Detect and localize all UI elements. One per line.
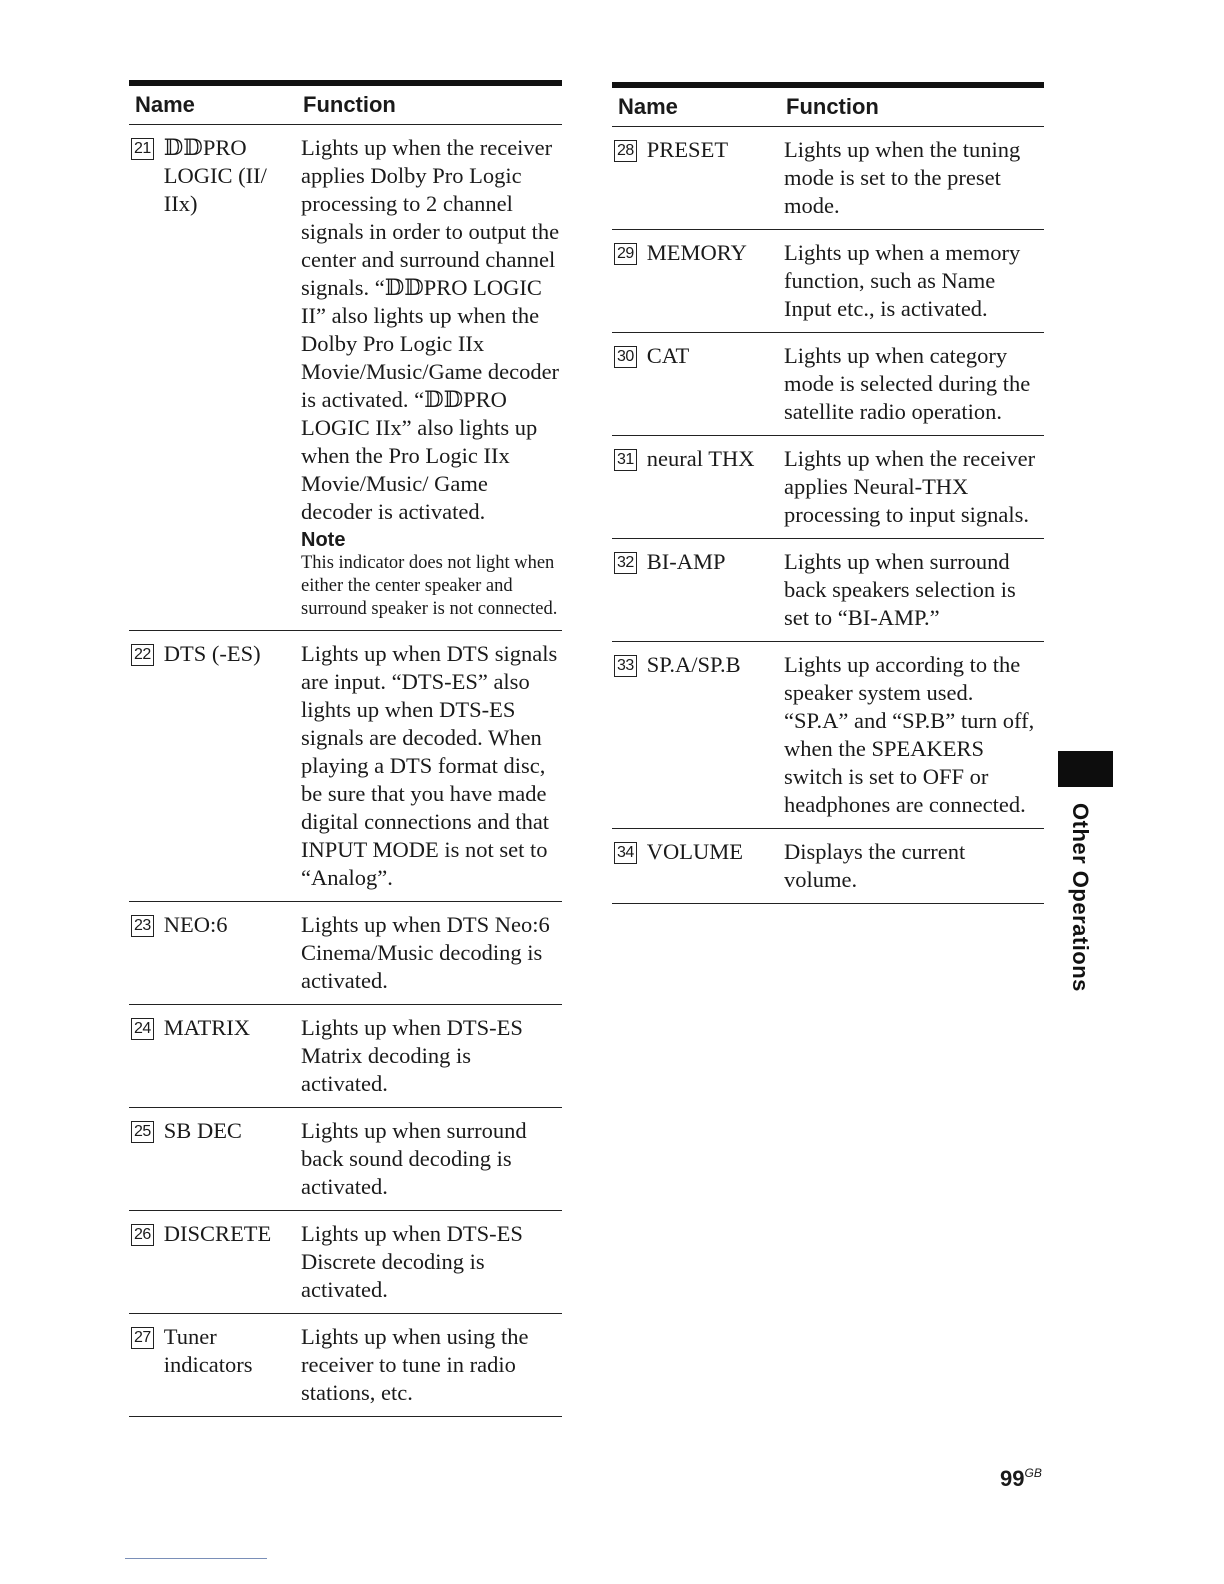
item-number: 32: [614, 552, 637, 574]
item-name: VOLUME: [646, 839, 744, 864]
function-cell: Lights up when the receiver applies Neural-THX processing to input signals.: [780, 436, 1044, 539]
function-text: Lights up when the receiver applies Dolby Pro Logic processing to 2 channel signals in order to output the center and surround channel signals. “𝔻𝔻PRO LOGIC II” also lights up when the Dolby Pro Logic IIx Movie/Music/Game decoder is activated. “𝔻𝔻PRO LOGIC IIx” also lights up when the Pro Logic IIx Movie/Music/ Game decoder is activated.: [301, 135, 560, 524]
function-cell: [297, 125, 562, 631]
name-cell: [129, 125, 297, 631]
indicator-table-right: [612, 82, 1044, 904]
column-header-name: Name: [129, 83, 297, 125]
item-name: BI-AMP: [646, 549, 726, 574]
name-cell: [612, 230, 780, 333]
table-row: [612, 333, 1044, 436]
function-cell: Lights up when DTS Neo:6 Cinema/Music decoding is activated.: [297, 902, 562, 1005]
table-row: [129, 1211, 562, 1314]
column-header-function: Function: [780, 85, 1044, 127]
bottom-rule: [125, 1558, 267, 1559]
name-cell: [612, 539, 780, 642]
function-cell: Lights up when surround back speakers selection is set to “BI-AMP.”: [780, 539, 1044, 642]
page-number: [1000, 1466, 1042, 1492]
item-number: 25: [131, 1121, 154, 1143]
name-cell: [612, 333, 780, 436]
item-number: 30: [614, 346, 637, 368]
item-name: 𝔻𝔻PRO LOGIC (II/ IIx): [163, 135, 267, 216]
item-number: 26: [131, 1224, 154, 1246]
item-name: MATRIX: [163, 1015, 251, 1040]
table-row: [612, 230, 1044, 333]
table-row: [129, 125, 562, 631]
section-label: Other Operations: [1068, 803, 1093, 992]
name-cell: [129, 1108, 297, 1211]
item-number: 22: [131, 644, 154, 666]
function-cell: Lights up when DTS-ES Discrete decoding is activated.: [297, 1211, 562, 1314]
function-cell: Lights up when DTS-ES Matrix decoding is activated.: [297, 1005, 562, 1108]
name-cell: [612, 436, 780, 539]
name-cell: [129, 902, 297, 1005]
item-name: DISCRETE: [163, 1221, 272, 1246]
item-name: Tuner indicators: [163, 1324, 253, 1377]
item-number: 21: [131, 138, 154, 160]
page-number-suffix: GB: [1024, 1466, 1042, 1480]
item-name: DTS (-ES): [163, 641, 261, 666]
table-row: [129, 631, 562, 902]
table-row: [129, 1005, 562, 1108]
item-name: MEMORY: [646, 240, 747, 265]
item-name: neural THX: [646, 446, 755, 471]
function-cell: Displays the current volume.: [780, 829, 1044, 904]
name-cell: [129, 631, 297, 902]
table-row: [612, 436, 1044, 539]
table-row: [612, 829, 1044, 904]
table-header-row: [612, 85, 1044, 127]
item-name: NEO:6: [163, 912, 228, 937]
table-row: [612, 642, 1044, 829]
item-number: 23: [131, 915, 154, 937]
item-name: SP.A/SP.B: [646, 652, 741, 677]
function-cell: Lights up when category mode is selected during the satellite radio operation.: [780, 333, 1044, 436]
item-name: SB DEC: [163, 1118, 242, 1143]
name-cell: [129, 1314, 297, 1417]
item-name: CAT: [646, 343, 690, 368]
function-cell: Lights up when using the receiver to tune in radio stations, etc.: [297, 1314, 562, 1417]
column-header-function: Function: [297, 83, 562, 125]
item-number: 34: [614, 842, 637, 864]
indicator-table-left: [129, 80, 562, 1417]
name-cell: [612, 642, 780, 829]
item-number: 27: [131, 1327, 154, 1349]
name-cell: [612, 127, 780, 230]
item-number: 31: [614, 449, 637, 471]
table-header-row: [129, 83, 562, 125]
item-number: 28: [614, 140, 637, 162]
page-number-value: 99: [1000, 1466, 1025, 1491]
name-cell: [129, 1005, 297, 1108]
name-cell: [612, 829, 780, 904]
table-row: [129, 902, 562, 1005]
function-cell: Lights up when the tuning mode is set to the preset mode.: [780, 127, 1044, 230]
function-cell: Lights up according to the speaker system used. “SP.A” and “SP.B” turn off, when the SPEAKERS switch is set to OFF or headphones are connected.: [780, 642, 1044, 829]
function-cell: Lights up when a memory function, such as Name Input etc., is activated.: [780, 230, 1044, 333]
item-number: 24: [131, 1018, 154, 1040]
column-header-name: Name: [612, 85, 780, 127]
note-title: Note: [301, 529, 346, 551]
section-tab-marker: [1058, 751, 1113, 787]
table-row: [612, 539, 1044, 642]
function-cell: Lights up when DTS signals are input. “DTS-ES” also lights up when DTS-ES signals are decoded. When playing a DTS format disc, be sure that you have made digital connections and that INPUT MODE is not set to “Analog”.: [297, 631, 562, 902]
note-text: This indicator does not light when either the center speaker and surround speaker is not connected.: [301, 553, 558, 619]
item-name: PRESET: [646, 137, 729, 162]
function-cell: Lights up when surround back sound decoding is activated.: [297, 1108, 562, 1211]
table-row: [129, 1314, 562, 1417]
item-number: 29: [614, 243, 637, 265]
name-cell: [129, 1211, 297, 1314]
item-number: 33: [614, 655, 637, 677]
table-row: [612, 127, 1044, 230]
table-row: [129, 1108, 562, 1211]
